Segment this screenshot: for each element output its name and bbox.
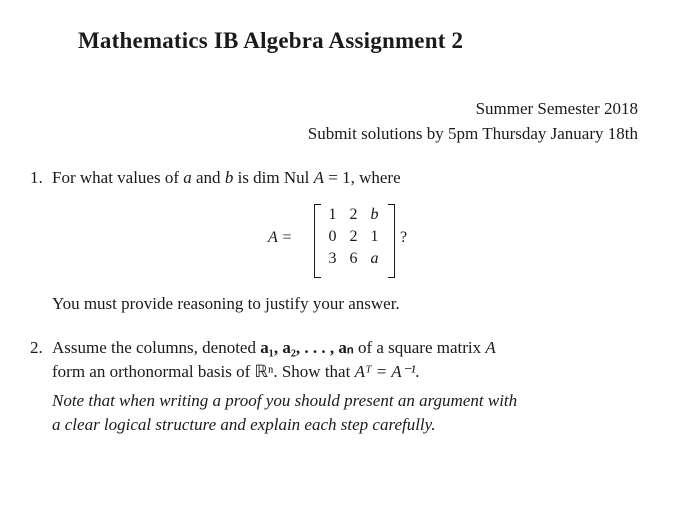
question-number: 1. xyxy=(30,168,43,187)
var-A: A xyxy=(485,338,496,357)
matrix-cell: 3 xyxy=(328,250,337,267)
deadline-text: Submit solutions by 5pm Thursday January 18th xyxy=(307,124,638,143)
matrix-grid xyxy=(322,206,385,272)
dim-nul: dim Nul xyxy=(253,168,310,187)
note-line: a clear logical structure and explain each step carefully. xyxy=(52,415,436,434)
matrix-cell: b xyxy=(370,206,379,223)
matrix-cell: 2 xyxy=(349,228,358,245)
left-bracket xyxy=(314,204,321,278)
question-prefix: For what values of xyxy=(52,168,180,187)
page-title: Mathematics IB Algebra Assignment 2 xyxy=(78,28,464,53)
var-A: A xyxy=(313,168,324,187)
matrix-cell: 6 xyxy=(349,250,358,267)
var-a: a xyxy=(183,168,192,187)
equals-one: = 1, where xyxy=(328,168,401,187)
matrix-cell: 1 xyxy=(370,228,379,245)
right-bracket xyxy=(388,204,395,278)
note-line: Note that when writing a proof you should present an argument with xyxy=(52,391,518,410)
matrix-cell: a xyxy=(370,250,379,267)
question-text-part: of a square matrix xyxy=(357,338,482,357)
matrix-cell: 1 xyxy=(328,206,337,223)
text-is: is xyxy=(237,168,249,187)
column-vectors: a₁, a₂, . . . , aₙ xyxy=(260,338,354,357)
semester-text: Summer Semester 2018 xyxy=(475,99,638,118)
question-mark: ? xyxy=(400,229,408,246)
matrix-cell: 2 xyxy=(349,206,358,223)
question-text-part: Assume the columns, denoted xyxy=(52,338,256,357)
question-text xyxy=(52,166,401,190)
text-and: and xyxy=(196,168,221,187)
question-text-part: form an orthonormal basis of ℝⁿ. Show that xyxy=(52,362,351,381)
header-meta xyxy=(308,96,638,146)
reasoning-instruction: You must provide reasoning to justify your answer. xyxy=(52,294,400,313)
matrix-lhs: A = xyxy=(268,229,293,246)
proof-note xyxy=(52,389,517,437)
question-text xyxy=(52,336,496,384)
transpose-inverse-identity: Aᵀ = A⁻¹. xyxy=(354,362,420,381)
var-b: b xyxy=(224,168,234,187)
question-number: 2. xyxy=(30,338,43,357)
matrix-cell: 0 xyxy=(328,228,337,245)
